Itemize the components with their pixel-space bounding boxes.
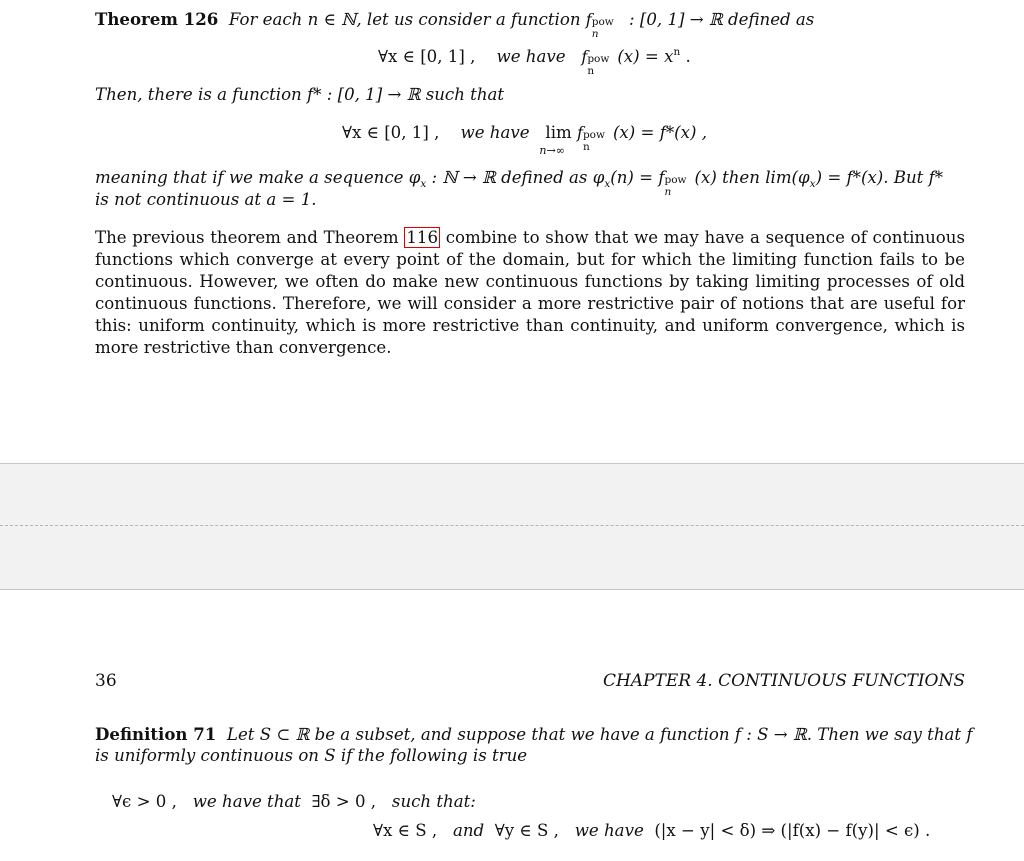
theorem-statement-line1	[95, 8, 815, 40]
eq1-pow: pow	[587, 53, 610, 65]
eq2-right: (x) = f*(x) ,	[612, 123, 708, 142]
meaning-a: meaning that if we make a sequence φ	[95, 168, 421, 187]
meaning-e: ) = f*(x). But f*	[815, 168, 944, 187]
cond1-a: ∀ϵ > 0 ,	[112, 792, 177, 811]
meaning-line1	[95, 167, 944, 198]
cond1-d: such that:	[391, 792, 476, 811]
theorem-intro: For each n ∈ ℕ, let us consider a function	[228, 10, 581, 29]
meaning-xsub3: x	[809, 178, 816, 190]
cond1-b: we have that	[192, 792, 301, 811]
func-symbol: f	[585, 10, 592, 29]
theorem-label: Theorem 126	[95, 9, 219, 29]
eq1-exp: n	[673, 46, 681, 58]
body-paragraph	[95, 227, 965, 359]
domain-map: : [0, 1] → ℝ defined as	[629, 10, 815, 29]
eq1-n: n	[587, 65, 595, 77]
eq2-n: n	[582, 141, 590, 153]
definition-line1	[95, 723, 973, 746]
page-break-gap	[0, 463, 1024, 590]
para-before-ref: The previous theorem and Theorem	[95, 228, 405, 247]
eq1-right: (x) = x	[617, 47, 674, 66]
eq1-we-have: we have	[496, 47, 566, 66]
lim-text: lim	[545, 123, 572, 142]
theorem-reference-link[interactable]: 116	[406, 228, 439, 247]
cond2-e: (|x − y| < δ) ⇒ (|f(x) − f(y)| < ϵ) .	[654, 821, 931, 840]
eq2-pow: pow	[582, 129, 605, 141]
page-break-dashed-line	[0, 525, 1024, 526]
definition-line2: is uniformly continuous on S if the following is true	[95, 746, 528, 765]
eq1-left: ∀x ∈ [0, 1] ,	[378, 47, 476, 66]
n-subscript: n	[591, 28, 599, 40]
then-line: Then, there is a function f* : [0, 1] → ℝ such that	[95, 85, 505, 104]
meaning-xsub1: x	[420, 178, 427, 190]
cond2-a: ∀x ∈ S ,	[373, 821, 438, 840]
meaning-c: (n) = f	[610, 168, 665, 187]
limit-operator	[539, 122, 572, 157]
cond1-c: ∃δ > 0 ,	[311, 792, 377, 811]
equation-power	[378, 46, 691, 77]
cond2-c: ∀y ∈ S ,	[494, 821, 559, 840]
condition-line2	[373, 820, 930, 842]
pow-superscript: pow	[591, 16, 614, 28]
eq1-func: f	[581, 47, 588, 66]
meaning-b: : ℕ → ℝ defined as φ	[426, 168, 605, 187]
eq2-we-have: we have	[460, 123, 530, 142]
meaning-xsub2: x	[604, 178, 611, 190]
page-number: 36	[95, 671, 117, 691]
definition-label: Definition 71	[95, 724, 217, 744]
lim-subscript: n→∞	[539, 144, 565, 157]
equation-limit	[342, 122, 708, 157]
meaning-pow: pow	[664, 174, 687, 186]
chapter-heading: CHAPTER 4. CONTINUOUS FUNCTIONS	[602, 671, 965, 691]
cond2-d: we have	[574, 821, 644, 840]
condition-line1	[112, 791, 476, 813]
eq2-left: ∀x ∈ [0, 1] ,	[342, 123, 440, 142]
cond2-b: and	[452, 821, 485, 840]
meaning-n: n	[664, 186, 672, 198]
meaning-d: (x) then lim(φ	[694, 168, 810, 187]
definition-text1: Let S ⊂ ℝ be a subset, and suppose that we have a function f : S → ℝ. Then we say that f	[226, 725, 973, 744]
eq1-end: .	[685, 47, 691, 66]
para-after-ref: combine to show that we may have a sequence of continuous functions which converge at every point of the domain, but for which the limiting function fails to be continuous. However, we often do make new continuous functions by taking limiting processes of old continuous functions. Therefore, we will consider a more restrictive pair of notions that are useful for this: uniform continuity, which is more restrictive than continuity, and uniform convergence, which is more restrictive than convergence.	[95, 228, 965, 357]
eq2-func: f	[577, 123, 583, 142]
meaning-line2: is not continuous at a = 1.	[95, 190, 317, 209]
